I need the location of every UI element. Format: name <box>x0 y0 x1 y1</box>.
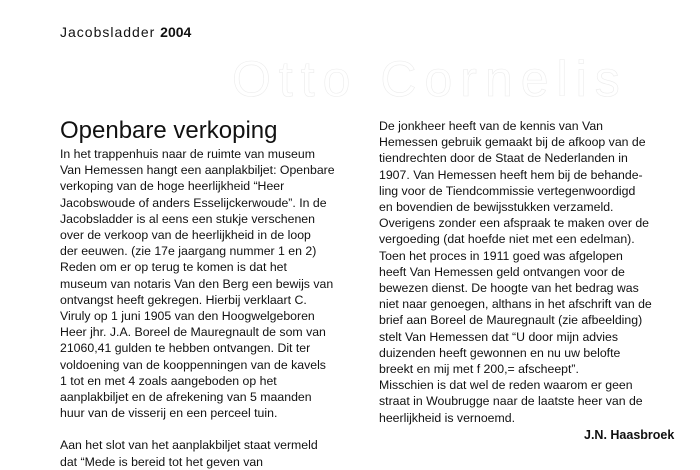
text-line: verkoping van de hoge heerlijkheid “Heer <box>60 179 285 194</box>
text-line: Misschien is dat wel de reden waarom er geen <box>379 378 633 393</box>
text-line: 1907. Van Hemessen heeft hem bij de behande- <box>379 167 643 182</box>
publication-year: 2004 <box>160 24 192 40</box>
text-line: ontvangst heeft gekregen. Hierbij verklaart C. <box>60 292 307 307</box>
text-line: duizenden heeft gewonnen en nu uw belofte <box>379 345 621 360</box>
text-line: brief aan Boreel de Mauregnault (zie afbeelding) <box>379 313 643 328</box>
text-line: vergoeding (dat hoefde niet met een edelman). <box>379 232 635 247</box>
watermark: Otto Cornelis <box>232 51 628 107</box>
text-line: over de verkoop van de heerlijkheid in de loop <box>60 228 311 243</box>
page-header <box>60 24 191 40</box>
text-line: museum van notaris Van den Berg een bewijs van <box>60 276 334 291</box>
article-right-text <box>379 118 679 426</box>
author-signature: J.N. Haasbroek <box>584 428 675 442</box>
text-line: niet naar genoegen, althans in het afschrift van de <box>379 297 652 312</box>
text-line: Toen het proces in 1911 goed was afgelopen <box>379 248 623 263</box>
text-line: der eeuwen. (zie 17e jaargang nummer 1 en 2) <box>60 244 317 259</box>
text-line: Van Hemessen hangt een aanplakbiljet: Openbare <box>60 163 335 178</box>
text-line: dat “Mede is bereid tot het geven van <box>60 454 264 469</box>
text-line: Reden om er op terug te komen is dat het <box>60 260 287 275</box>
article-left-column <box>60 118 352 470</box>
text-line: stelt Van Hemessen dat “U door mijn advies <box>379 329 618 344</box>
text-line: Heer jhr. J.A. Boreel de Mauregnault de som van <box>60 325 326 340</box>
publication-name: Jacobsladder <box>60 24 156 40</box>
text-line: en bovendien de bewijsstukken verzameld. <box>379 200 614 215</box>
text-line: De jonkheer heeft van de kennis van Van <box>379 119 603 133</box>
article-left-text <box>60 146 352 421</box>
text-line: Viruly op 1 juni 1905 van den Hoogwelgeboren <box>60 309 315 324</box>
text-line: In het trappenhuis naar de ruimte van museum <box>60 147 315 161</box>
text-line: Hemessen gebruik gemaakt bij de afkoop van de <box>379 135 646 150</box>
text-line: 21060,41 gulden te hebben ontvangen. Dit ter <box>60 341 311 356</box>
text-line: ling voor de Tiendcommissie vertegenwoordigd <box>379 183 636 198</box>
text-line: Jacobswoude of anders Esselijckerwoude”. In de <box>60 195 327 210</box>
text-line: bewezen dienst. De hoogte van het bedrag was <box>379 281 639 296</box>
article-title: Openbare verkoping <box>60 117 278 144</box>
text-line: heerlijkheid is vernoemd. <box>379 410 516 425</box>
text-line: 1 tot en met 4 zoals aangeboden op het <box>60 373 277 388</box>
article-left-text-continued <box>60 437 352 469</box>
paragraph-gap <box>60 421 352 437</box>
article-right-column <box>379 118 679 426</box>
text-line: tiendrechten door de Staat de Nederlanden in <box>379 151 628 166</box>
text-line: Jacobsladder is al eens een stukje verschenen <box>60 211 315 226</box>
text-line: straat in Woubrugge naar de laatste heer van de <box>379 394 643 409</box>
text-line: breekt en mij met f 200,= afscheept”. <box>379 362 579 377</box>
text-line: huur van de visserij en een perceel tuin. <box>60 406 278 421</box>
text-line: Overigens zonder een afspraak te maken over de <box>379 216 650 231</box>
text-line: Aan het slot van het aanplakbiljet staat vermeld <box>60 438 318 453</box>
text-line: aanplakbiljet en de afrekening van 5 maanden <box>60 390 312 405</box>
text-line: heeft Van Hemessen geld ontvangen voor de <box>379 264 625 279</box>
text-line: voldoening van de kooppenningen van de kavels <box>60 357 326 372</box>
